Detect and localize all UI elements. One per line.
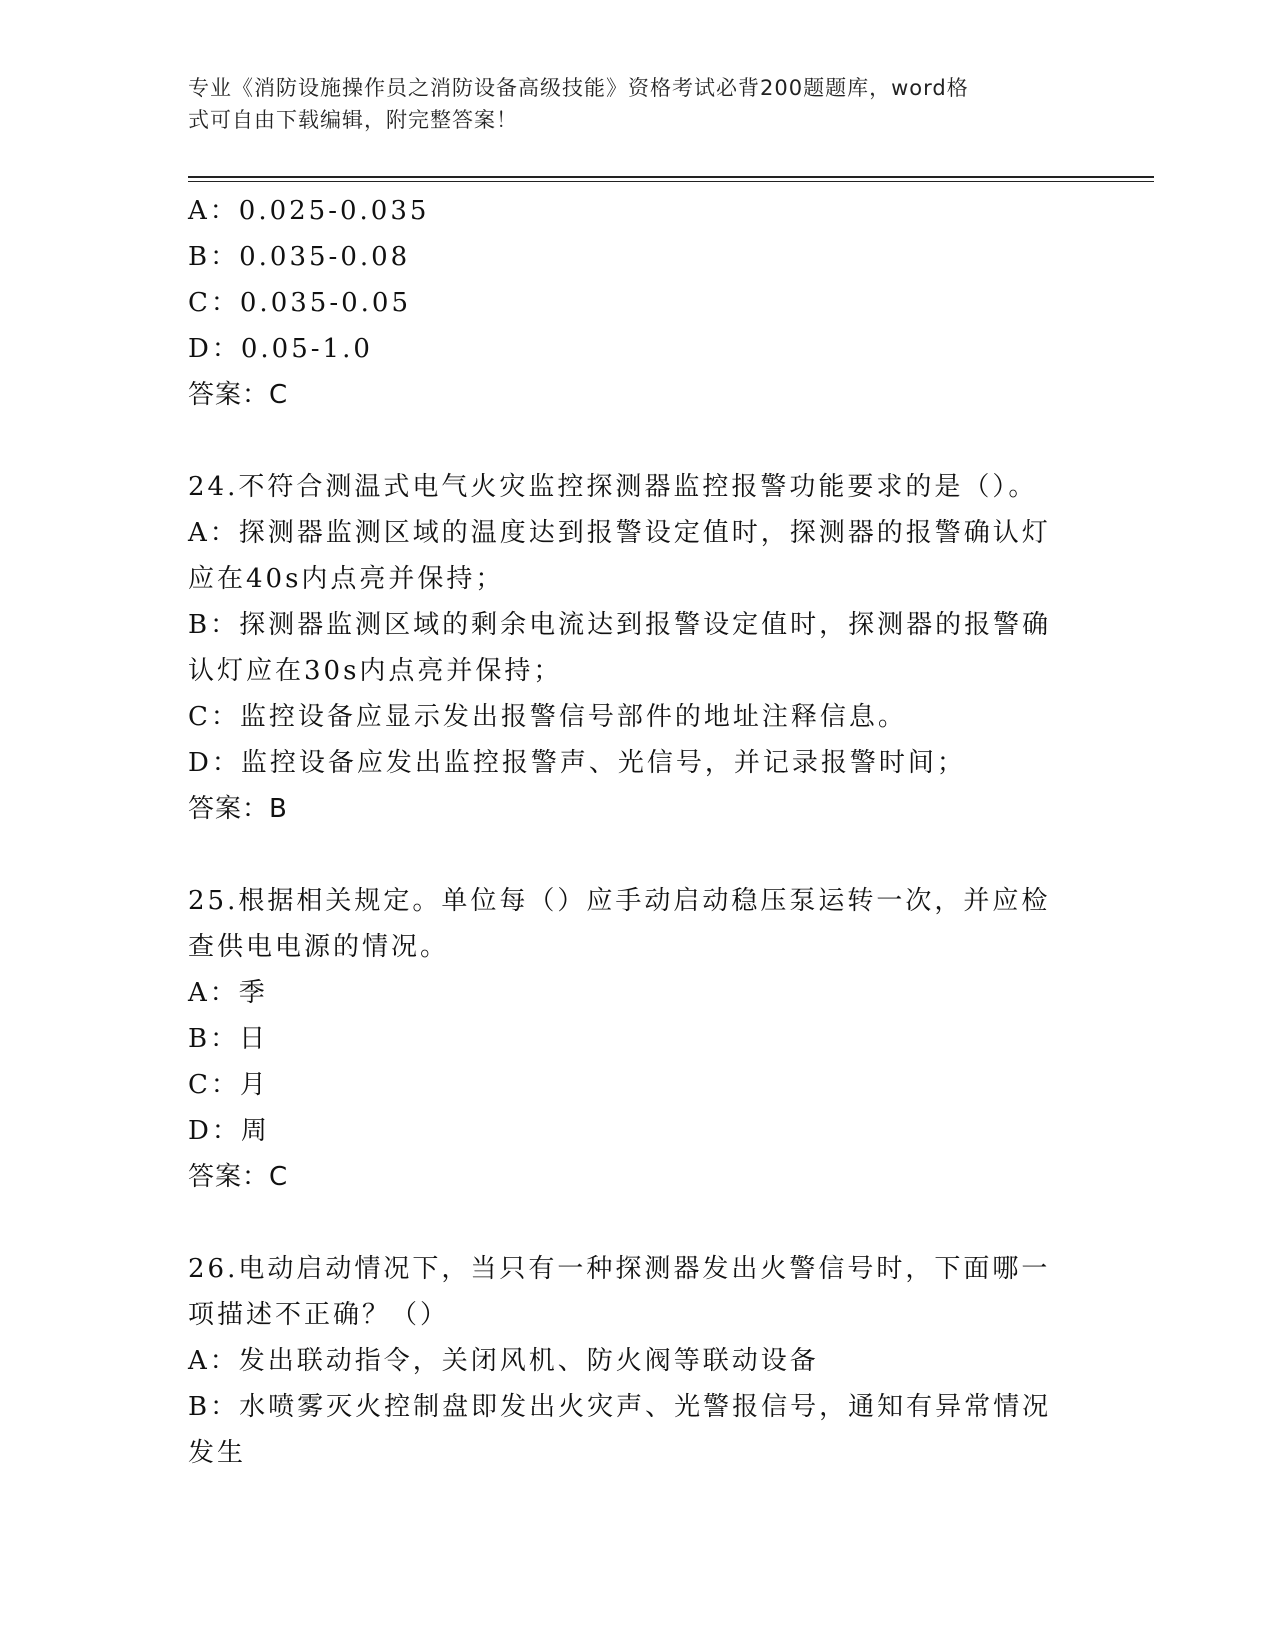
option-b: B：日 <box>188 1024 269 1054</box>
option-d: D：0.05-1.0 <box>188 334 373 364</box>
option-a: A：发出联动指令，关闭风机、防火阀等联动设备 <box>188 1346 819 1376</box>
header-divider-thick <box>188 176 1154 178</box>
option-b: B：水喷雾灭火控制盘即发出火灾声、光警报信号，通知有异常情况发生 <box>188 1392 1052 1468</box>
question-25 <box>188 878 1078 1200</box>
question-stem: 24.不符合测温式电气火灾监控探测器监控报警功能要求的是（）。 <box>188 472 1038 502</box>
question-26 <box>188 1246 1078 1476</box>
option-c: C：监控设备应显示发出报警信号部件的地址注释信息。 <box>188 702 907 732</box>
option-b: B：0.035-0.08 <box>188 242 411 272</box>
option-b: B：探测器监测区域的剩余电流达到报警设定值时，探测器的报警确认灯应在30s内点亮并保持； <box>188 610 1052 686</box>
answer: 答案：C <box>188 1162 289 1192</box>
question-24 <box>188 464 1078 832</box>
option-c: C：0.035-0.05 <box>188 288 412 318</box>
header-line-1: 专业《消防设施操作员之消防设备高级技能》资格考试必背200题题库，word格 <box>188 76 969 100</box>
answer: 答案：B <box>188 794 288 824</box>
option-c: C：月 <box>188 1070 269 1100</box>
question-stem: 25.根据相关规定。单位每（）应手动启动稳压泵运转一次，并应检查供电电源的情况。 <box>188 886 1051 962</box>
header-divider-thin <box>188 181 1154 182</box>
option-d: D：监控设备应发出监控报警声、光信号，并记录报警时间； <box>188 748 966 778</box>
option-a: A：探测器监测区域的温度达到报警设定值时，探测器的报警确认灯应在40s内点亮并保持； <box>188 518 1051 594</box>
option-d: D：周 <box>188 1116 270 1146</box>
answer: 答案：C <box>188 380 289 410</box>
header-line-2: 式可自由下载编辑，附完整答案！ <box>188 108 518 132</box>
question-content <box>188 188 1078 1476</box>
question-stem: 26.电动启动情况下，当只有一种探测器发出火警信号时，下面哪一项描述不正确？（） <box>188 1254 1051 1330</box>
option-a: A：季 <box>188 978 268 1008</box>
question-23 <box>188 188 1078 418</box>
document-header <box>188 72 1068 136</box>
option-a: A：0.025-0.035 <box>188 196 430 226</box>
